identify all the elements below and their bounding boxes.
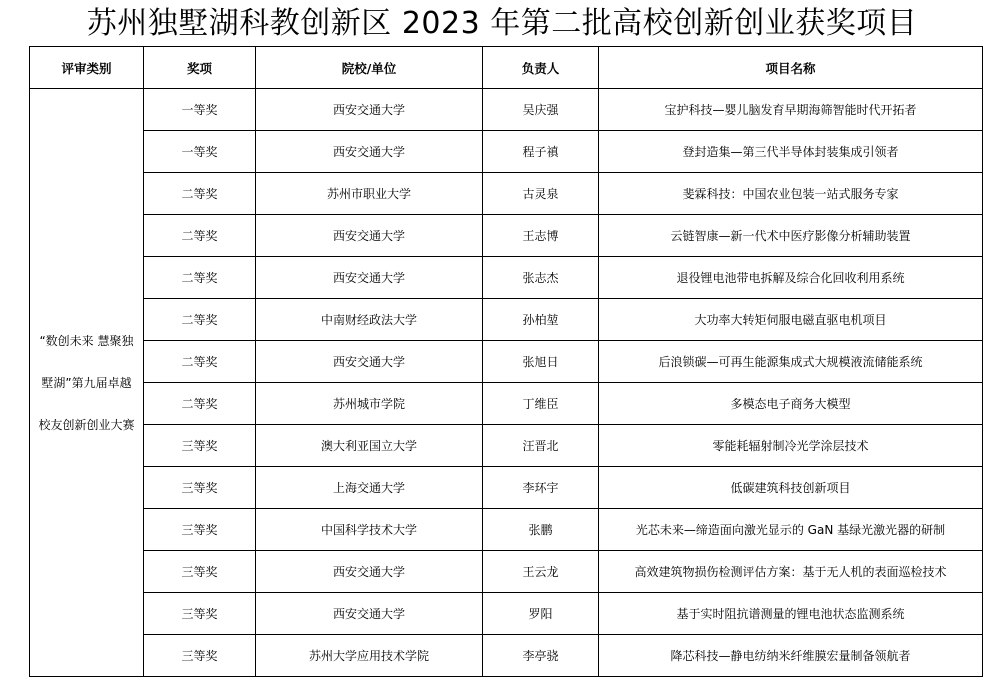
- table-row: [30, 467, 983, 509]
- project-cell: 高效建筑物损伤检测评估方案：基于无人机的表面巡检技术: [599, 551, 983, 593]
- school-cell: 澳大利亚国立大学: [256, 425, 483, 467]
- leader-cell: 王志博: [483, 215, 599, 257]
- table-row: [30, 383, 983, 425]
- award-cell: 三等奖: [144, 425, 256, 467]
- table-row: [30, 257, 983, 299]
- award-cell: 二等奖: [144, 257, 256, 299]
- header-award: 奖项: [144, 47, 256, 89]
- header-school: 院校/单位: [256, 47, 483, 89]
- leader-cell: 孙柏堃: [483, 299, 599, 341]
- table-row: [30, 173, 983, 215]
- table-row: [30, 509, 983, 551]
- leader-cell: 吴庆强: [483, 89, 599, 131]
- leader-cell: 张旭日: [483, 341, 599, 383]
- table-row: [30, 425, 983, 467]
- leader-cell: 王云龙: [483, 551, 599, 593]
- project-cell: 大功率大转矩伺服电磁直驱电机项目: [599, 299, 983, 341]
- award-cell: 一等奖: [144, 89, 256, 131]
- project-cell: 多模态电子商务大模型: [599, 383, 983, 425]
- award-cell: 二等奖: [144, 383, 256, 425]
- leader-cell: 李环宇: [483, 467, 599, 509]
- project-cell: 零能耗辐射制冷光学涂层技术: [599, 425, 983, 467]
- award-table: [29, 46, 983, 677]
- school-cell: 中国科学技术大学: [256, 509, 483, 551]
- award-cell: 一等奖: [144, 131, 256, 173]
- leader-cell: 汪晋北: [483, 425, 599, 467]
- school-cell: 苏州城市学院: [256, 383, 483, 425]
- school-cell: 西安交通大学: [256, 551, 483, 593]
- project-cell: 退役锂电池带电拆解及综合化回收利用系统: [599, 257, 983, 299]
- project-cell: 云链智康—新一代术中医疗影像分析辅助装置: [599, 215, 983, 257]
- school-cell: 苏州大学应用技术学院: [256, 635, 483, 677]
- project-cell: 光芯未来—缔造面向激光显示的 GaN 基绿光激光器的研制: [599, 509, 983, 551]
- school-cell: 西安交通大学: [256, 89, 483, 131]
- school-cell: 西安交通大学: [256, 257, 483, 299]
- award-cell: 三等奖: [144, 635, 256, 677]
- school-cell: 中南财经政法大学: [256, 299, 483, 341]
- leader-cell: 丁维臣: [483, 383, 599, 425]
- award-cell: 二等奖: [144, 173, 256, 215]
- project-cell: 斐霖科技：中国农业包装一站式服务专家: [599, 173, 983, 215]
- table-row: [30, 593, 983, 635]
- award-cell: 三等奖: [144, 551, 256, 593]
- table-row: [30, 299, 983, 341]
- leader-cell: 程子禛: [483, 131, 599, 173]
- project-cell: 后浪锁碳—可再生能源集成式大规模液流储能系统: [599, 341, 983, 383]
- school-cell: 西安交通大学: [256, 593, 483, 635]
- award-cell: 二等奖: [144, 215, 256, 257]
- table-row: [30, 131, 983, 173]
- award-cell: 二等奖: [144, 299, 256, 341]
- school-cell: 西安交通大学: [256, 215, 483, 257]
- table-row: [30, 635, 983, 677]
- table-row: [30, 551, 983, 593]
- leader-cell: 张志杰: [483, 257, 599, 299]
- award-cell: 二等奖: [144, 341, 256, 383]
- header-project: 项目名称: [599, 47, 983, 89]
- table-row: [30, 89, 983, 131]
- award-cell: 三等奖: [144, 467, 256, 509]
- header-leader: 负责人: [483, 47, 599, 89]
- leader-cell: 罗阳: [483, 593, 599, 635]
- header-category: 评审类别: [30, 47, 144, 89]
- leader-cell: 张鹏: [483, 509, 599, 551]
- school-cell: 上海交通大学: [256, 467, 483, 509]
- school-cell: 西安交通大学: [256, 341, 483, 383]
- project-cell: 降芯科技—静电纺纳米纤维膜宏量制备领航者: [599, 635, 983, 677]
- school-cell: 西安交通大学: [256, 131, 483, 173]
- school-cell: 苏州市职业大学: [256, 173, 483, 215]
- table-row: [30, 215, 983, 257]
- table-header-row: [30, 47, 983, 89]
- award-cell: 三等奖: [144, 509, 256, 551]
- project-cell: 基于实时阻抗谱测量的锂电池状态监测系统: [599, 593, 983, 635]
- project-cell: 低碳建筑科技创新项目: [599, 467, 983, 509]
- project-cell: 登封造集—第三代半导体封装集成引领者: [599, 131, 983, 173]
- leader-cell: 古灵泉: [483, 173, 599, 215]
- table-body: [30, 89, 983, 677]
- page-title: 苏州独墅湖科教创新区 2023 年第二批高校创新创业获奖项目: [86, 6, 918, 41]
- leader-cell: 李亭骁: [483, 635, 599, 677]
- table-row: [30, 341, 983, 383]
- award-cell: 三等奖: [144, 593, 256, 635]
- category-cell: “数创未来 慧聚独墅湖”第九届卓越校友创新创业大赛: [30, 89, 144, 677]
- project-cell: 宝护科技—婴儿脑发育早期海筛智能时代开拓者: [599, 89, 983, 131]
